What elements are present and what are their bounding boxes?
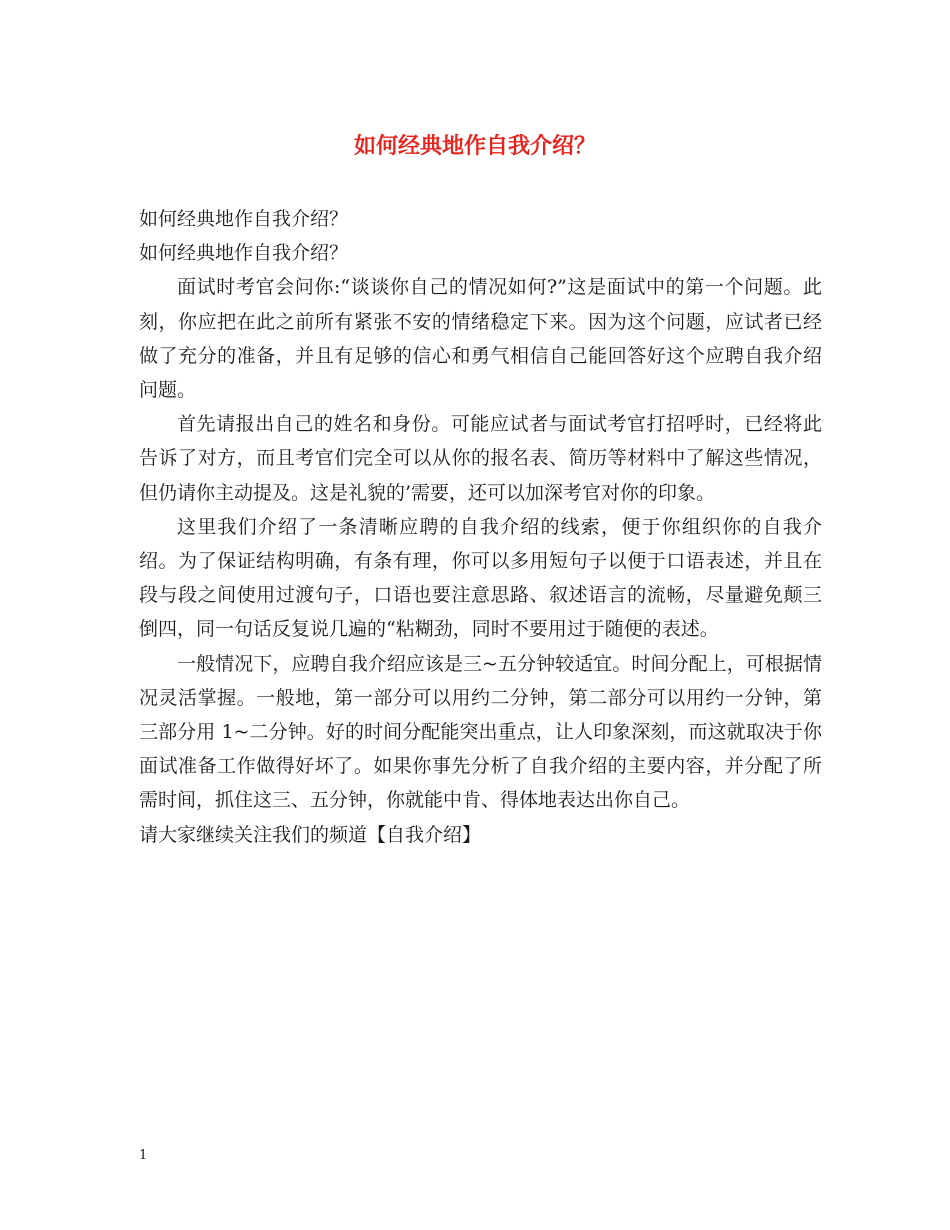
paragraph-structure: 这里我们介绍了一条清晰应聘的自我介绍的线索，便于你组织你的自我介绍。为了保证结构明确，有条有理，你可以多用短句子以便于口语表述，并且在段与段之间使用过渡句子，口语也要注意思路、叙述语言的流畅，尽量避免颠三倒四，同一句话反复说几遍的“粘糊劲，同时不要用过于随便的表述。	[139, 515, 822, 641]
page-number: 1	[139, 1148, 148, 1163]
paragraph-intro: 面试时考官会问你:“谈谈你自己的情况如何?”这是面试中的第一个问题。此刻，你应把在此之前所有紧张不安的情绪稳定下来。因为这个问题，应试者已经做了充分的准备，并且有足够的信心和勇气相信自己能回答好这个应聘自我介绍问题。	[139, 276, 822, 402]
subtitle-line: 如何经典地作自我介绍？	[139, 208, 349, 230]
document-body	[139, 202, 822, 852]
paragraph-name-identity: 首先请报出自己的姓名和身份。可能应试者与面试考官打招呼时，已经将此告诉了对方，而且考官们完全可以从你的报名表、简历等材料中了解这些情况，但仍请你主动提及。这是礼貌的’需要，还可以加深考官对你的印象。	[139, 413, 822, 504]
document-title: 如何经典地作自我介绍？	[353, 133, 596, 159]
subtitle-line: 如何经典地作自我介绍？	[139, 242, 349, 265]
closing-line: 请大家继续关注我们的频道【自我介绍】	[139, 823, 482, 846]
paragraph-timing: 一般情况下，应聘自我介绍应该是三~五分钟较适宜。时间分配上，可根据情况灵活掌握。一般地，第一部分可以用约二分钟，第二部分可以用约一分钟，第三部分用 1~二分钟。好的时间分配能突出重点，让人印象深刻，而这就取决于你面试准备工作做得好坏了。如果你事先分析了自我介绍的主要内容，并分配了所需时间，抓住这三、五分钟，你就能中肯、得体地表达出你自己。	[139, 652, 822, 812]
